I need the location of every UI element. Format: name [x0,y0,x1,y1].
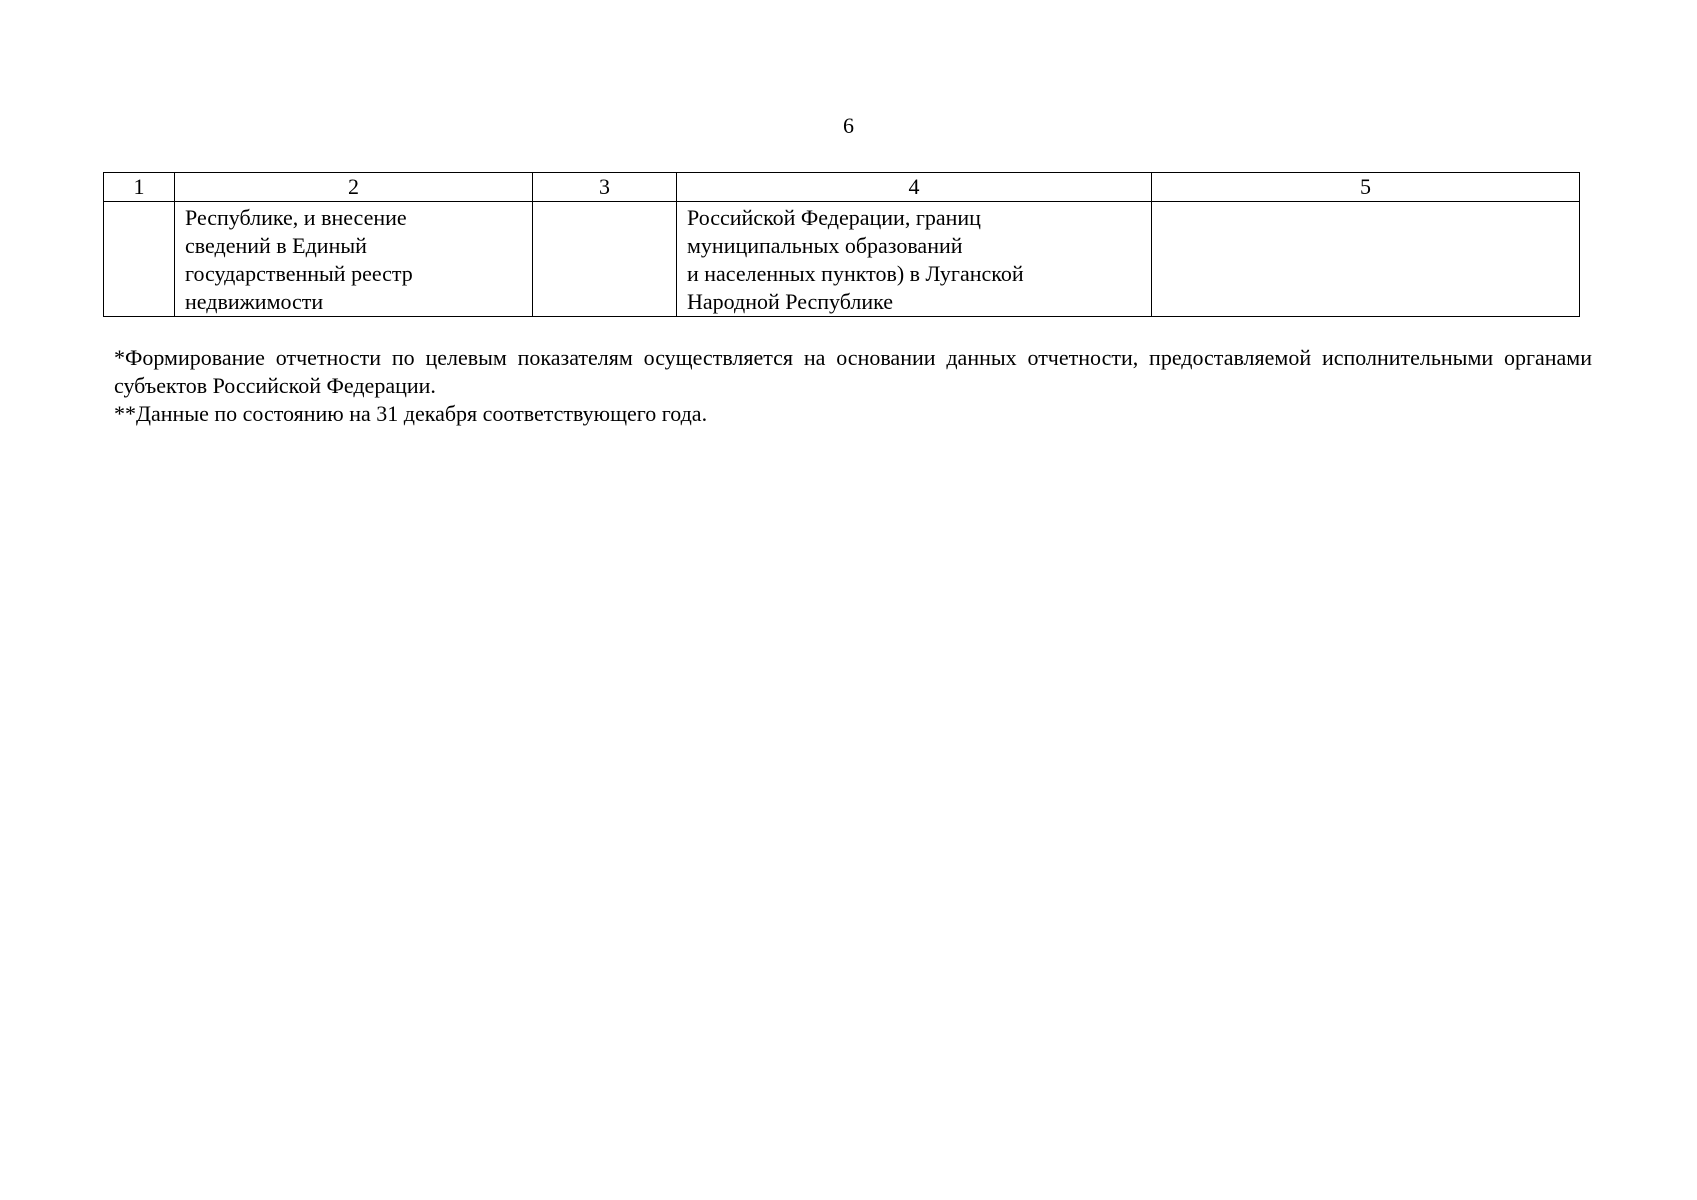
column-number-1: 1 [104,173,175,202]
footnote-reporting: *Формирование отчетности по целевым показателям осуществляется на основании данных отчетности, предоставляемой исполнительными органами субъектов Российской Федерации. [114,345,1592,398]
column-number-3: 3 [533,173,677,202]
table-header-row [104,173,1580,202]
footnote-date: **Данные по состоянию на 31 декабря соответствующего года. [114,401,708,426]
page-number: 6 [843,113,854,138]
column-number-4: 4 [677,173,1152,202]
table-cell-col5 [1152,202,1580,317]
cell-text-line: муниципальных образований [687,233,963,258]
cell-text-line: Российской Федерации, границ [687,205,981,230]
cell-text-line: государственный реестр [185,261,413,286]
continuation-table [103,172,1580,317]
table-cell-col4 [677,202,1152,317]
table-cell-col2 [175,202,533,317]
table-cell-col1 [104,202,175,317]
cell-text-line: сведений в Единый [185,233,367,258]
cell-text-line: Республике, и внесение [185,205,407,230]
table-row [104,202,1580,317]
column-number-2: 2 [175,173,533,202]
table-cell-col3 [533,202,677,317]
column-number-5: 5 [1152,173,1580,202]
cell-text-line: и населенных пунктов) в Луганской [687,261,1024,286]
footnotes [114,344,1592,428]
cell-text-line: Народной Республике [687,289,894,314]
cell-text-line: недвижимости [185,289,324,314]
